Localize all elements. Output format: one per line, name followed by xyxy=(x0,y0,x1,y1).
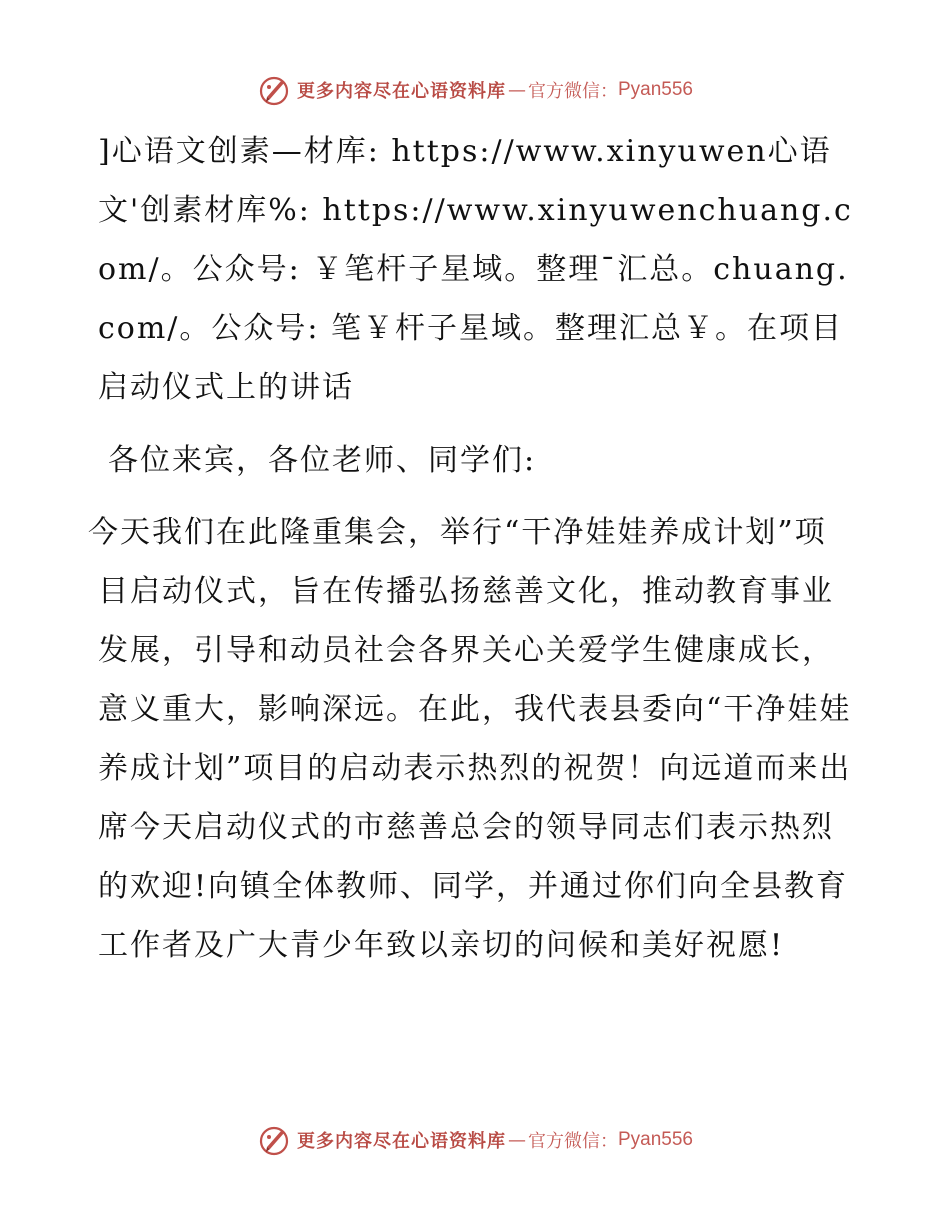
banner-account-id: Pyan556 xyxy=(617,79,693,100)
bottom-banner xyxy=(0,1120,950,1160)
banner-separator: — xyxy=(507,1129,526,1151)
banner-brand-text: 更多内容尽在心语资料库 xyxy=(296,1131,506,1152)
top-banner xyxy=(0,70,950,110)
banner-account-id: Pyan556 xyxy=(617,1129,693,1150)
speech-body-paragraph: 今天我们在此隆重集会，举行“干净娃娃养成计划”项目启动仪式，旨在传播弘扬慈善文化，推动教育事业发展，引导和动员社会各界关心关爱学生健康成长，意义重大，影响深远。在此，我代表县委向“干净娃娃养成计划”项目的启动表示热烈的祝贺！向远道而来出席今天启动仪式的市慈善总会的领导同志们表示热烈的欢迎!向镇全体教师、同学，并通过你们向全县教育工作者及广大青少年致以亲切的问候和美好祝愿! xyxy=(88,515,852,963)
document-content xyxy=(88,122,858,975)
banner-wechat-label: 官方微信： xyxy=(527,81,618,102)
quill-pen-logo-icon xyxy=(257,1123,291,1157)
speech-greeting: 各位来宾，各位老师、同学们: xyxy=(108,443,537,478)
document-header-text: ]心语文创素—材库: https://www.xinyuwen心语文'创素材库%: https://www.xinyuwenchuang.com/。公众号: ￥笔杆子星域。整理¯汇总。chuang.com/。公众号: 笔￥杆子星域。整理汇总￥。在项目启动仪式上的讲话 xyxy=(98,134,853,405)
banner-wechat-label: 官方微信： xyxy=(527,1131,618,1152)
banner-separator: — xyxy=(507,79,526,101)
quill-pen-logo-icon xyxy=(257,73,291,107)
banner-brand-text: 更多内容尽在心语资料库 xyxy=(296,81,506,102)
